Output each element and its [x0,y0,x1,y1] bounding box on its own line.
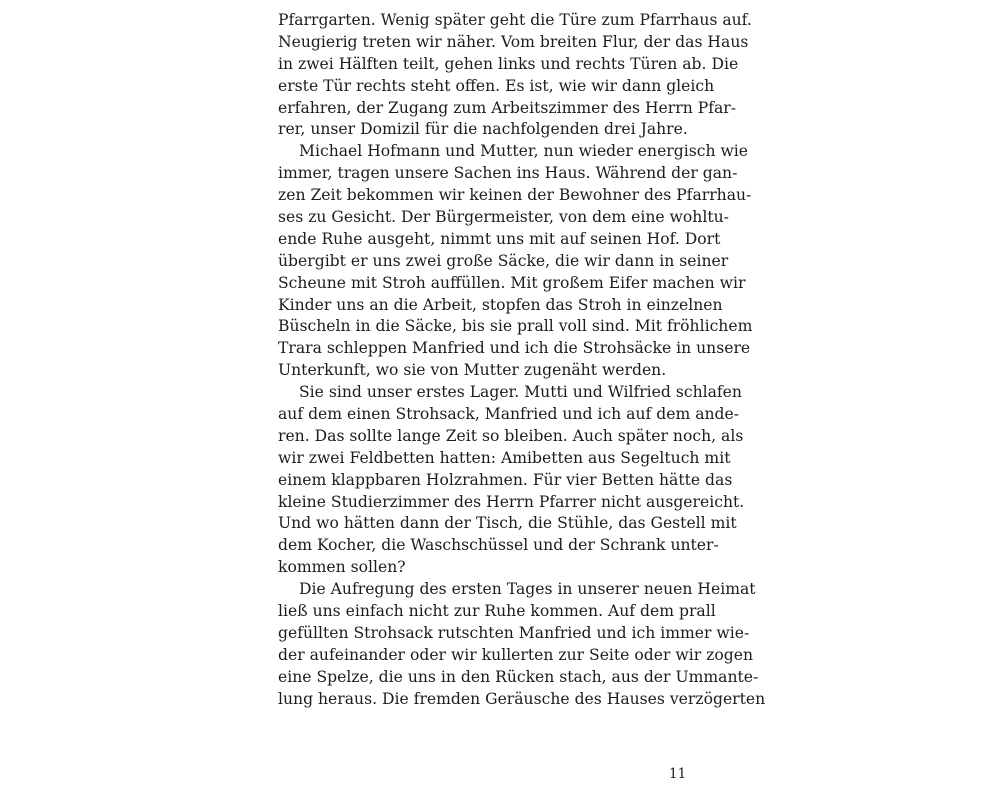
text-line: auf dem einen Strohsack, Manfried und ich auf dem ande- [278,405,740,424]
text-line: erfahren, der Zugang zum Arbeitszimmer des Herrn Pfar- [278,98,736,117]
text-line: wir zwei Feldbetten hatten: Amibetten aus Segeltuch mit [278,448,731,467]
text-line: einem klappbaren Holzrahmen. Für vier Betten hätte das [278,470,733,489]
text-line: kommen sollen? [278,558,406,577]
text-line: ren. Das sollte lange Zeit so bleiben. Auch später noch, als [278,426,744,445]
text-line: in zwei Hälften teilt, gehen links und rechts Türen ab. Die [278,54,739,73]
text-line: Unterkunft, wo sie von Mutter zugenäht werden. [278,361,667,380]
text-line: Die Aufregung des ersten Tages in unserer neuen Heimat [299,580,756,599]
text-line: gefüllten Strohsack rutschten Manfried und ich immer wie- [278,623,750,642]
paragraph-1 [278,10,752,141]
text-line: ließ uns einfach nicht zur Ruhe kommen. Auf dem prall [278,602,716,621]
text-line: eine Spelze, die uns in den Rücken stach, aus der Ummante- [278,667,759,686]
text-line: Kinder uns an die Arbeit, stopfen das Stroh in einzelnen [278,295,723,314]
text-line: Sie sind unser erstes Lager. Mutti und Wilfried schlafen [299,383,742,402]
paragraph-4 [278,579,766,710]
text-line: dem Kocher, die Waschschüssel und der Schrank unter- [278,536,719,555]
page-number: 11 [669,766,687,782]
text-line: Neugierig treten wir näher. Vom breiten Flur, der das Haus [278,32,749,51]
text-line: ses zu Gesicht. Der Bürgermeister, von dem eine wohltu- [278,208,729,227]
text-line: rer, unser Domizil für die nachfolgenden drei Jahre. [278,120,688,139]
text-line: ende Ruhe ausgeht, nimmt uns mit auf seinen Hof. Dort [278,229,721,248]
text-line: Michael Hofmann und Mutter, nun wieder energisch wie [299,142,749,161]
text-line: lung heraus. Die fremden Geräusche des Hauses verzögerten [278,689,766,708]
text-line: Und wo hätten dann der Tisch, die Stühle, das Gestell mit [278,514,737,533]
text-line: Scheune mit Stroh auffüllen. Mit großem Eifer machen wir [278,273,746,292]
text-line: zen Zeit bekommen wir keinen der Bewohner des Pfarrhau- [278,186,752,205]
text-line: erste Tür rechts steht offen. Es ist, wie wir dann gleich [278,76,715,95]
text-line: Pfarrgarten. Wenig später geht die Türe zum Pfarrhaus auf. [278,11,752,29]
page-text-block [278,10,766,711]
text-line: Büscheln in die Säcke, bis sie prall voll sind. Mit fröhlichem [278,317,753,336]
paragraph-3 [278,382,745,579]
paragraph-2 [278,141,753,382]
text-line: kleine Studierzimmer des Herrn Pfarrer nicht ausgereicht. [278,492,745,511]
text-line: Trara schleppen Manfried und ich die Strohsäcke in unsere [278,339,751,358]
text-line: immer, tragen unsere Sachen ins Haus. Während der gan- [278,164,738,183]
text-line: übergibt er uns zwei große Säcke, die wir dann in seiner [278,251,729,270]
text-line: der aufeinander oder wir kullerten zur Seite oder wir zogen [278,645,753,664]
